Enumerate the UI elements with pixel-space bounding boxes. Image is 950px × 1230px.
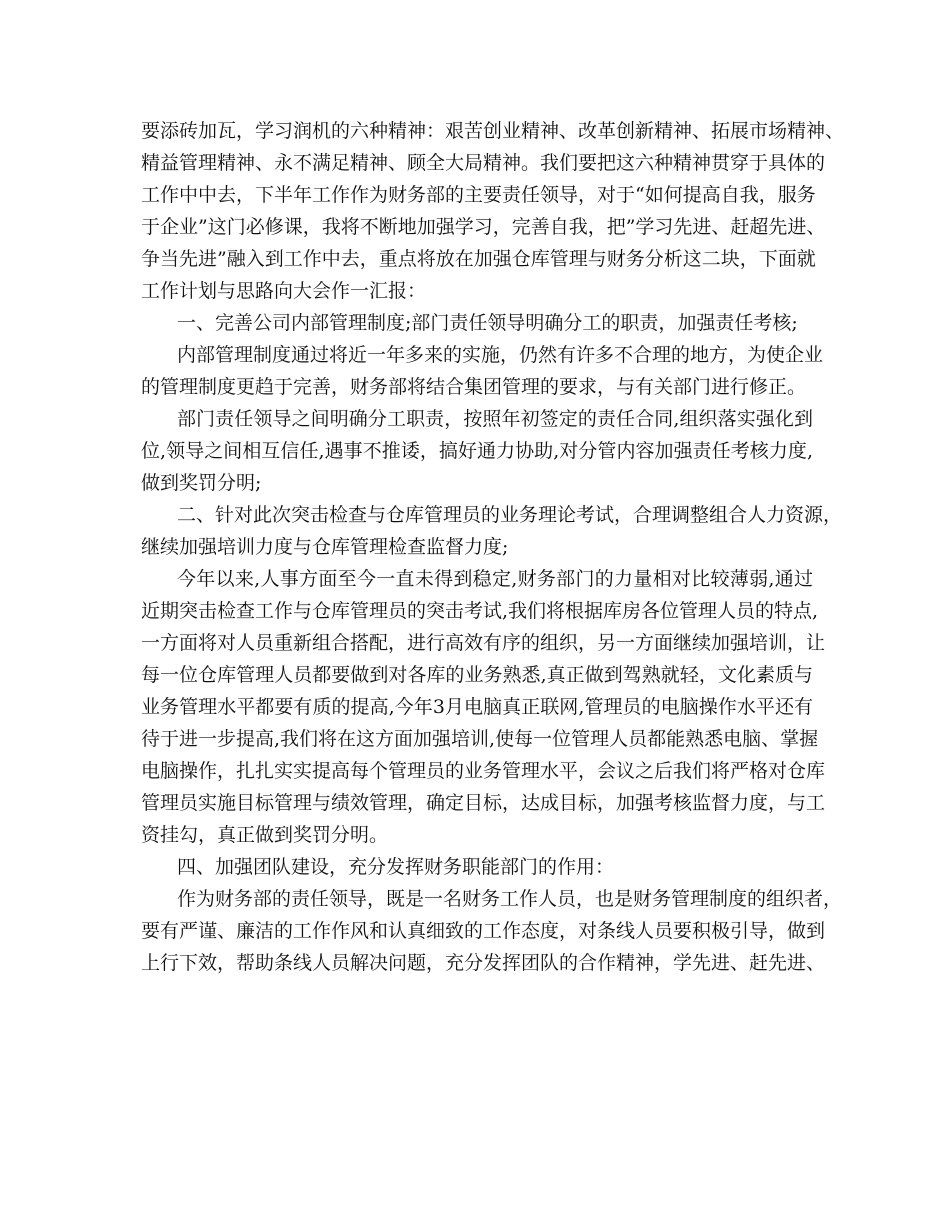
text-line: 二、针对此次突击检查与仓库管理员的业务理论考试，合理调整组合人力资源， [177, 504, 843, 526]
text-line: 于企业”这门必修课，我将不断地加强学习，完善自我，把”学习先进、赶超先进、 [141, 216, 826, 238]
text-line: 资挂勾，真正做到奖罚分明。 [141, 824, 389, 846]
document-body [141, 115, 845, 979]
text-line: 要添砖加瓦，学习润机的六种精神：艰苦创业精神、改革创新精神、拓展市场精神、 [141, 120, 845, 142]
text-line: 一、完善公司内部管理制度;部门责任领导明确分工的职责，加强责任考核; [177, 312, 798, 334]
text-line: 工作中中去，下半年工作作为财务部的主要责任领导，对于“如何提高自我，服务 [141, 184, 816, 206]
text-line: 工作计划与思路向大会作一汇报： [141, 280, 427, 302]
text-line: 近期突击检查工作与仓库管理员的突击考试,我们将根据库房各位管理人员的特点, [141, 600, 819, 622]
text-line: 上行下效，帮助条线人员解决问题，充分发挥团队的合作精神，学先进、赶先进、 [141, 952, 826, 974]
text-line: 作为财务部的责任领导，既是一名财务工作人员，也是财务管理制度的组织者， [177, 888, 843, 910]
text-line: 今年以来,人事方面至今一直未得到稳定,财务部门的力量相对比较薄弱,通过 [177, 568, 813, 590]
text-line: 做到奖罚分明; [141, 472, 262, 494]
text-line: 继续加强培训力度与仓库管理检查监督力度; [141, 536, 509, 558]
text-line: 部门责任领导之间明确分工职责，按照年初签定的责任合同,组织落实强化到 [177, 408, 813, 430]
text-line: 业务管理水平都要有质的提高,今年3月电脑真正联网,管理员的电脑操作水平还有 [141, 696, 813, 718]
text-line: 内部管理制度通过将近一年多来的实施，仍然有许多不合理的地方，为使企业 [177, 344, 824, 366]
text-line: 要有严谨、廉洁的工作作风和认真细致的工作态度，对条线人员要积极引导，做到 [141, 920, 826, 942]
text-line: 的管理制度更趋于完善，财务部将结合集团管理的要求，与有关部门进行修正。 [141, 376, 807, 398]
text-line: 电脑操作，扎扎实实提高每个管理员的业务管理水平，会议之后我们将严格对仓库 [141, 760, 826, 782]
text-line: 每一位仓库管理人员都要做到对各库的业务熟悉,真正做到驾熟就轻，文化素质与 [141, 664, 813, 686]
text-line: 管理员实施目标管理与绩效管理，确定目标，达成目标，加强考核监督力度，与工 [141, 792, 826, 814]
text-line: 四、加强团队建设，充分发挥财务职能部门的作用： [177, 856, 615, 878]
text-line: 精益管理精神、永不满足精神、顾全大局精神。我们要把这六种精神贯穿于具体的 [141, 152, 826, 174]
text-line: 待于进一步提高,我们将在这方面加强培训,使每一位管理人员都能熟悉电脑、掌握 [141, 728, 819, 750]
text-line: 争当先进”融入到工作中去，重点将放在加强仓库管理与财务分析这二块，下面就 [141, 248, 816, 270]
text-line: 一方面将对人员重新组合搭配，进行高效有序的组织，另一方面继续加强培训，让 [141, 632, 826, 654]
text-line: 位,领导之间相互信任,遇事不推诿，搞好通力协助,对分管内容加强责任考核力度, [141, 440, 813, 462]
